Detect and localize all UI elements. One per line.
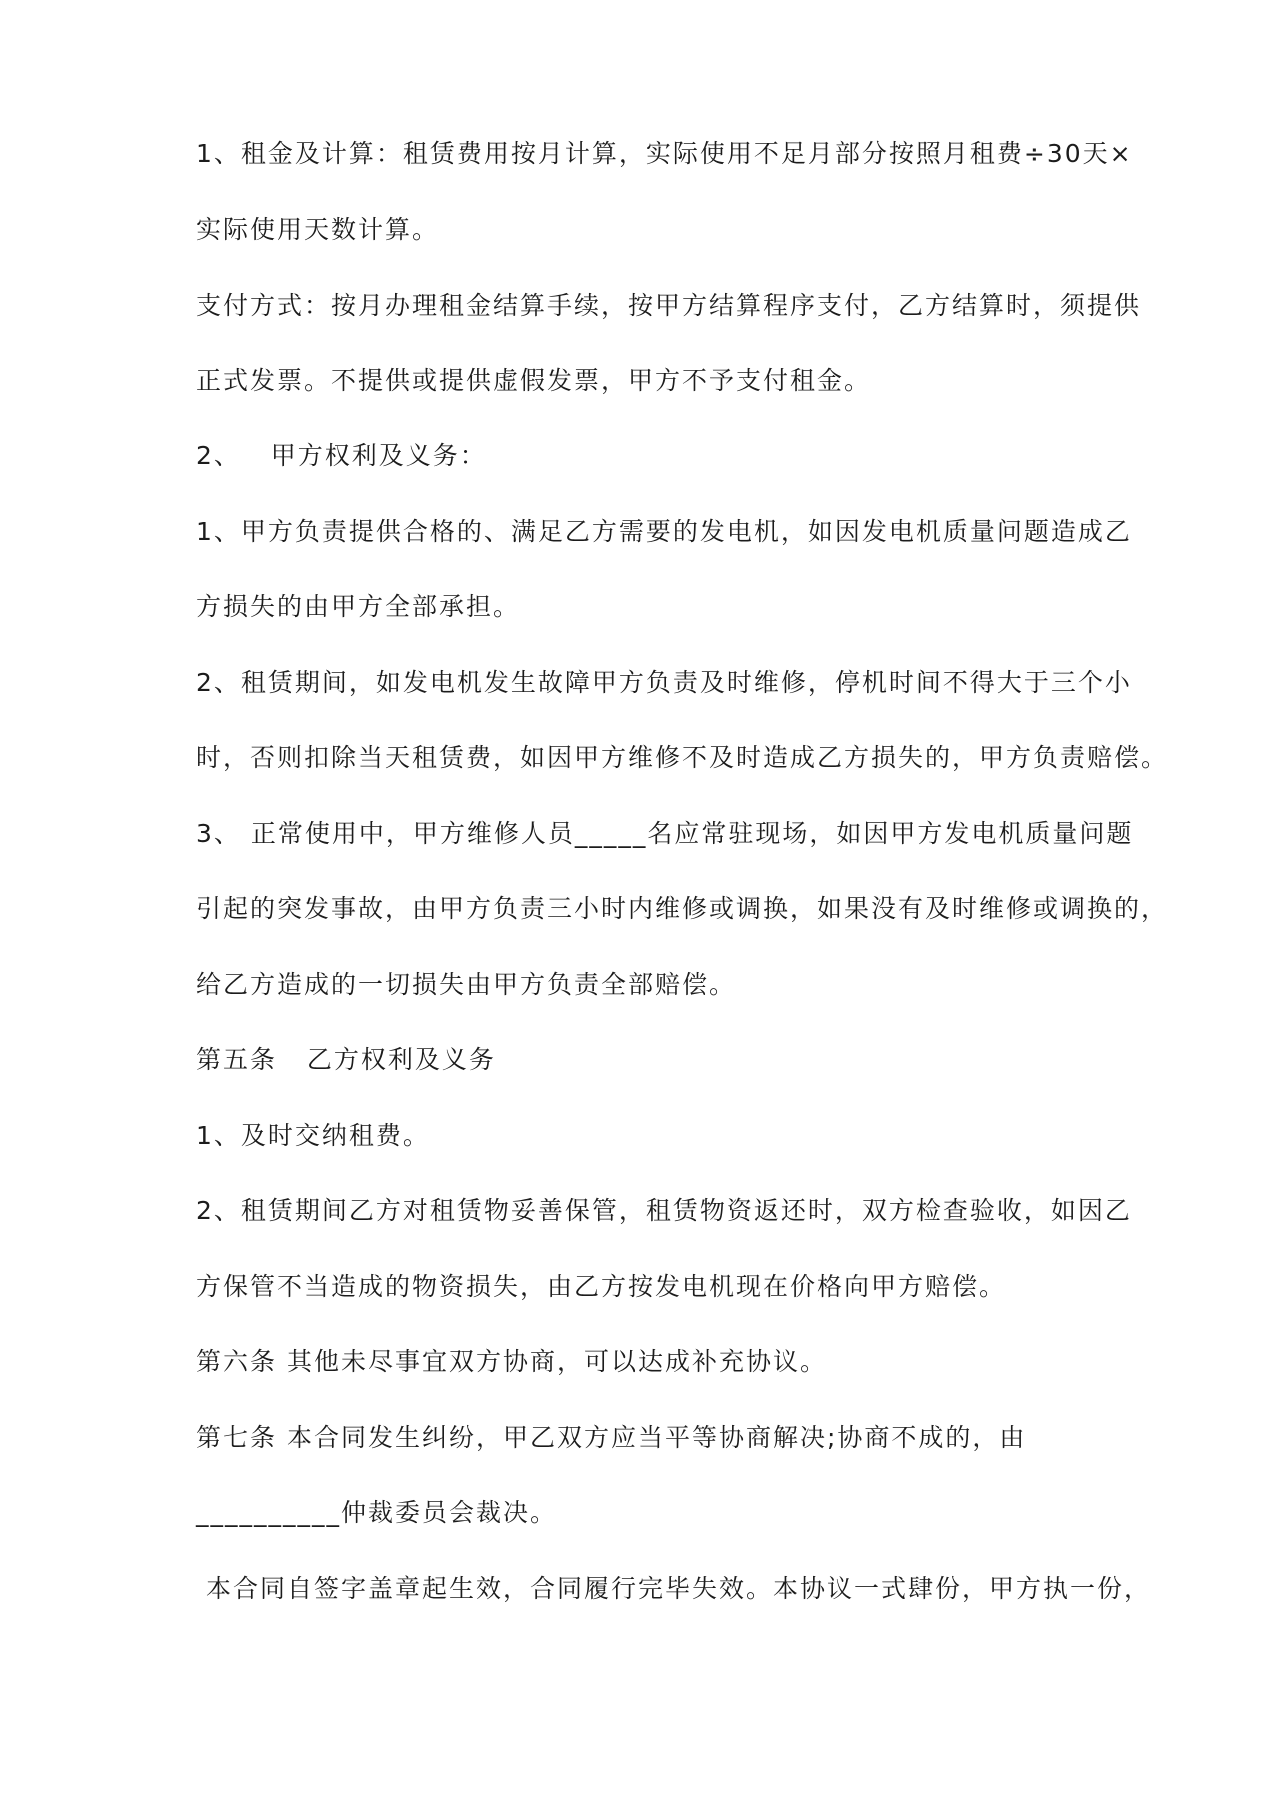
text-line: 3、 正常使用中，甲方维修人员_____名应常驻现场，如因甲方发电机质量问题 xyxy=(196,819,1134,848)
text-line: 第六条 其他未尽事宜双方协商，可以达成补充协议。 xyxy=(196,1347,827,1376)
text-line: 实际使用天数计算。 xyxy=(196,215,440,244)
text-line: 正式发票。不提供或提供虚假发票，甲方不予支付租金。 xyxy=(196,366,872,395)
text-line: 1、及时交纳租费。 xyxy=(196,1121,430,1150)
text-line: __________仲裁委员会裁决。 xyxy=(196,1498,558,1527)
text-line: 2、租赁期间乙方对租赁物妥善保管，租赁物资返还时，双方检查验收，如因乙 xyxy=(196,1196,1132,1225)
text-line: 给乙方造成的一切损失由甲方负责全部赔偿。 xyxy=(196,970,737,999)
text-line: 本合同自签字盖章起生效，合同履行完毕失效。本协议一式肆份，甲方执一份， xyxy=(196,1574,1151,1603)
text-line: 时，否则扣除当天租赁费，如因甲方维修不及时造成乙方损失的，甲方负责赔偿。 xyxy=(196,743,1169,772)
text-line: 第七条 本合同发生纠纷，甲乙双方应当平等协商解决;协商不成的，由 xyxy=(196,1423,1027,1452)
text-line: 引起的突发事故，由甲方负责三小时内维修或调换，如果没有及时维修或调换的， xyxy=(196,894,1169,923)
text-line: 方损失的由甲方全部承担。 xyxy=(196,592,521,621)
text-line: 1、甲方负责提供合格的、满足乙方需要的发电机，如因发电机质量问题造成乙 xyxy=(196,517,1132,546)
text-line: 1、租金及计算：租赁费用按月计算，实际使用不足月部分按照月租费÷30天× xyxy=(196,139,1133,168)
text-line: 方保管不当造成的物资损失，由乙方按发电机现在价格向甲方赔偿。 xyxy=(196,1272,1007,1301)
text-line: 2、租赁期间，如发电机发生故障甲方负责及时维修，停机时间不得大于三个小 xyxy=(196,668,1132,697)
section-heading: 第五条 乙方权利及义务 xyxy=(196,1045,496,1074)
section-heading: 2、 甲方权利及义务： xyxy=(196,441,487,470)
text-line: 支付方式：按月办理租金结算手续，按甲方结算程序支付，乙方结算时，须提供 xyxy=(196,291,1142,320)
